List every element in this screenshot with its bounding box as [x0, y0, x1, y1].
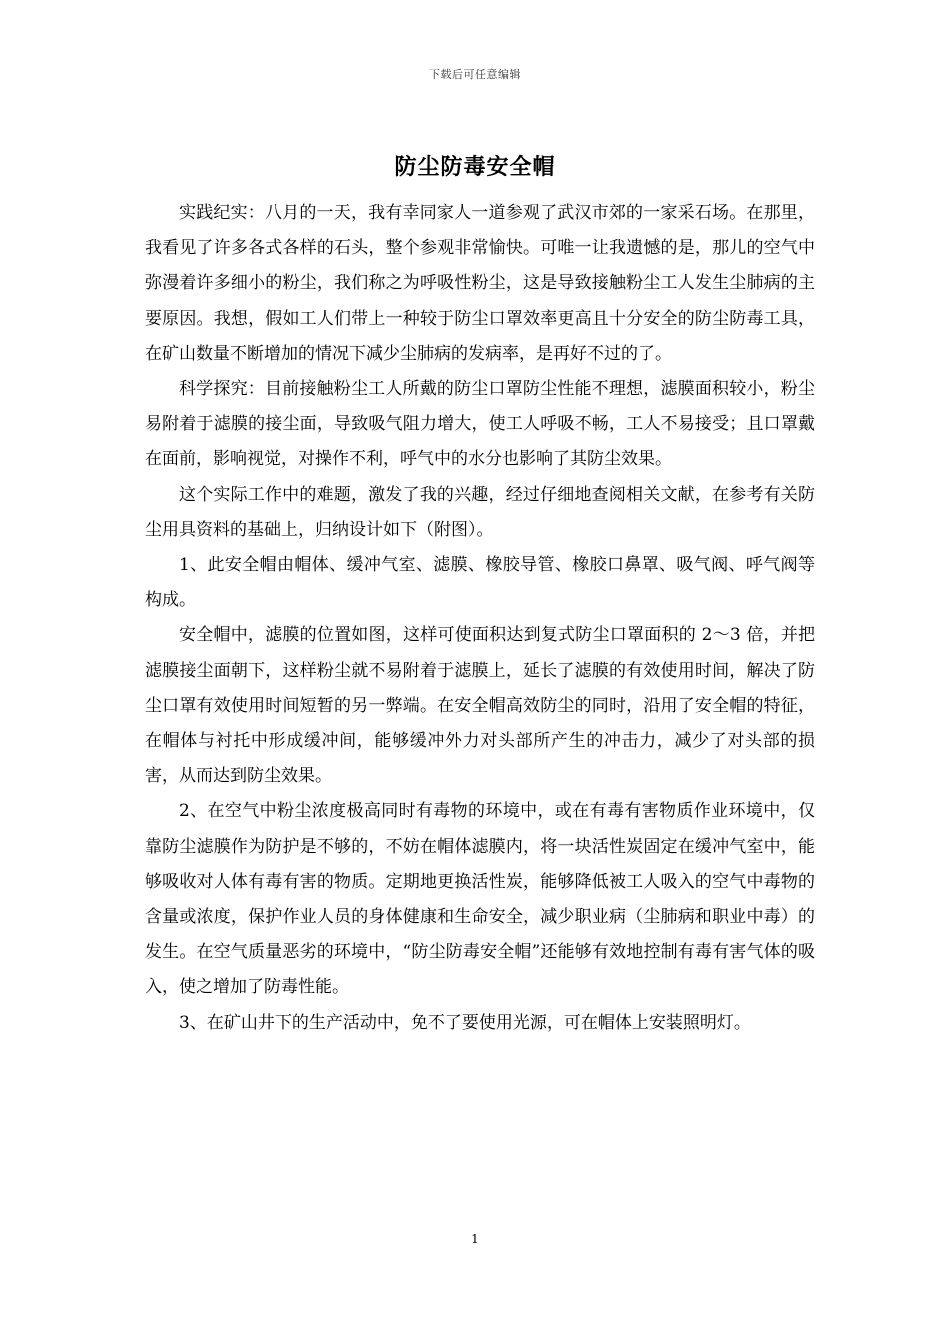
paragraph-item-3: 3、在矿山井下的生产活动中，免不了要使用光源，可在帽体上安装照明灯。	[179, 1012, 751, 1033]
paragraph-practice-record: 实践纪实：八月的一天，我有幸同家人一道参观了武汉市郊的一家采石场。在那里，我看见了许多各式各样的石头，整个参观非常愉快。可唯一让我遗憾的是，那儿的空气中弥漫着许多细小的粉尘，我们称之为呼吸性粉尘，这是导致接触粉尘工人发生尘肺病的主要原因。我想，假如工人们带上一种较于防尘口罩效率更高且十分安全的防尘防毒工具，在矿山数量不断增加的情况下减少尘肺病的发病率，是再好不过的了。	[145, 203, 815, 364]
document-title: 防尘防毒安全帽	[394, 154, 556, 180]
paragraph-motivation: 这个实际工作中的难题，激发了我的兴趣，经过仔细地查阅相关文献，在参考有关防尘用具资料的基础上，归纳设计如下（附图）。	[145, 484, 815, 540]
paragraph-item-2: 2、在空气中粉尘浓度极高同时有毒物的环境中，或在有毒有害物质作业环境中，仅靠防尘滤膜作为防护是不够的，不妨在帽体滤膜内，将一块活性炭固定在缓冲气室中，能够吸收对人体有毒有害的物质。定期地更换活性炭，能够降低被工人吸入的空气中毒物的含量或浓度，保护作业人员的身体健康和生命安全，减少职业病（尘肺病和职业中毒）的发生。在空气质量恶劣的环境中，“防尘防毒安全帽”还能够有效地控制有毒有害气体的吸入，使之增加了防毒性能。	[145, 801, 815, 998]
header-note: 下载后可任意编辑	[429, 68, 521, 81]
paragraph-item-1: 1、此安全帽由帽体、缓冲气室、滤膜、橡胶导管、橡胶口鼻罩、吸气阀、呼气阀等构成。	[145, 555, 815, 611]
paragraph-filter-position: 安全帽中，滤膜的位置如图，这样可使面积达到复式防尘口罩面积的 2～3 倍，并把滤膜接尘面朝下，这样粉尘就不易附着于滤膜上，延长了滤膜的有效使用时间，解决了防尘口罩有效使用时间短暂的另一弊端。在安全帽高效防尘的同时，沿用了安全帽的特征，在帽体与衬托中形成缓冲间，能够缓冲外力对头部所产生的冲击力，减少了对头部的损害，从而达到防尘效果。	[145, 625, 815, 787]
paragraph-scientific-inquiry: 科学探究：目前接触粉尘工人所戴的防尘口罩防尘性能不理想，滤膜面积较小，粉尘易附着于滤膜的接尘面，导致吸气阻力增大，使工人呼吸不畅，工人不易接受；且口罩戴在面前，影响视觉，对操作不利，呼气中的水分也影响了其防尘效果。	[145, 379, 815, 470]
page-number: 1	[471, 1232, 479, 1246]
document-body	[145, 196, 815, 1041]
